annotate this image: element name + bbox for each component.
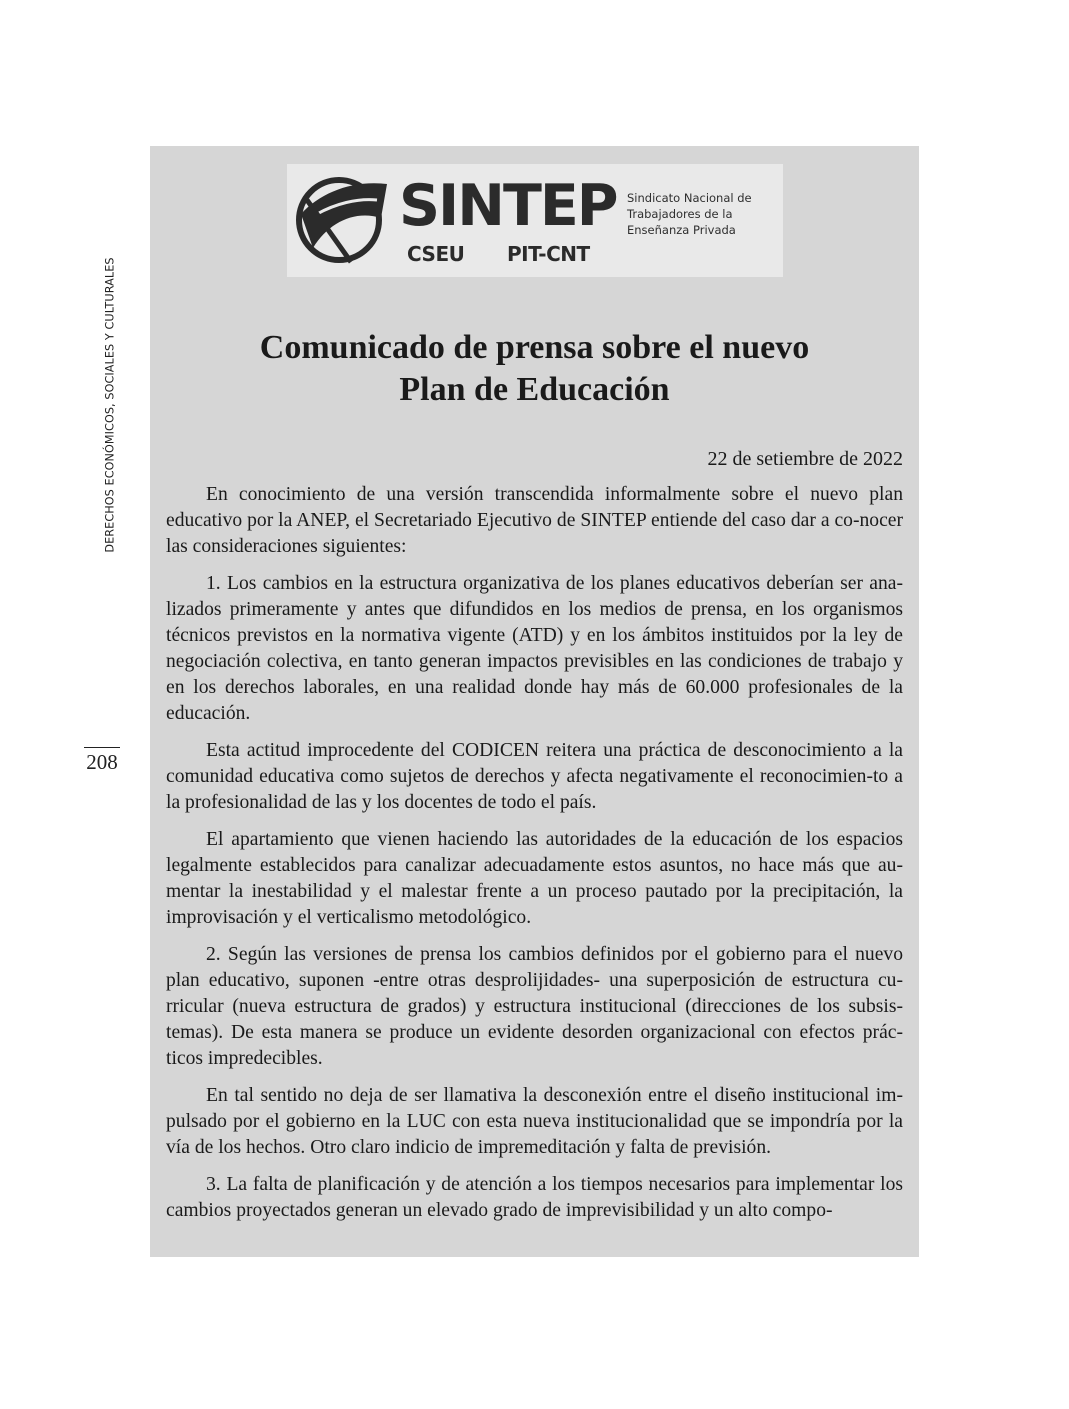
press-release-box — [150, 146, 919, 1257]
paragraph: 1. Los cambios en la estructura organizativa de los planes educativos deberían ser ana-lizados primeramente y antes que difundidos en los medios de prensa, en los organismos técnicos previstos en la normativa vigente (ATD) y en los ámbitos instituidos por la ley de negociación colectiva, en tanto generan impactos previsibles en las condiciones de trabajo y en los derechos laborales, en una realidad donde hay más de 60.000 profesionales de la educación. — [166, 573, 903, 724]
logo-description — [627, 190, 752, 238]
paragraph: 3. La falta de planificación y de atención a los tiempos necesarios para implementar los cambios proyectados generan un elevado grado de imprevisibilidad y un alto compo- — [166, 1174, 903, 1221]
logo-description-line: Sindicato Nacional de — [627, 191, 752, 205]
logo-description-line: Trabajadores de la — [627, 207, 733, 221]
title-line: Plan de Educación — [399, 371, 670, 408]
sintep-logo — [287, 164, 783, 277]
logo-affiliation-pit-cnt: PIT-CNT — [507, 242, 590, 266]
paragraph: En conocimiento de una versión transcendida informalmente sobre el nuevo plan educativo por la ANEP, el Secretariado Ejecutivo de SINTEP entiende del caso dar a co-nocer las consideraciones siguientes: — [166, 484, 903, 557]
paragraph: El apartamiento que vienen haciendo las autoridades de la educación de los espacios legalmente establecidos para canalizar adecuadamente estos asuntos, no hace más que au-mentar la inestabilidad y el malestar frente a un proceso pautado por la precipitación, la improvisación y el verticalismo metodológico. — [166, 829, 903, 928]
running-head-text: DERECHOS ECONÓMICOS, SOCIALES Y CULTURALES — [103, 257, 117, 553]
logo-name: SINTEP — [399, 173, 617, 239]
logo-affiliation-cseu: CSEU — [407, 242, 465, 266]
paragraph: Esta actitud improcedente del CODICEN reitera una práctica de desconocimiento a la comunidad educativa como sujetos de derechos y afecta negativamente el reconocimien-to a la profesionalidad de las y los docentes de todo el país. — [166, 740, 903, 813]
emblem-icon — [295, 174, 387, 266]
paragraph: En tal sentido no deja de ser llamativa la desconexión entre el diseño institucional im-pulsado por el gobierno en la LUC con esta nueva institucionalidad que se impondría por la vía de los hechos. Otro claro indicio de impremeditación y falta de previsión. — [166, 1085, 903, 1158]
paragraph: 2. Según las versiones de prensa los cambios definidos por el gobierno para el nuevo plan educativo, suponen -entre otras desprolijidades- una superposición de estructura cu-rricular (nueva estructura de grados) y estructura institucional (direcciones de los subsis-temas). De esta manera se produce un evidente desorden organizacional con efectos prác-ticos impredecibles. — [166, 944, 903, 1069]
title-line: Comunicado de prensa sobre el nuevo — [259, 329, 810, 366]
release-date: 22 de setiembre de 2022 — [707, 448, 903, 470]
body-text — [166, 482, 903, 1235]
page-title — [150, 327, 919, 411]
logo-description-line: Enseñanza Privada — [627, 223, 736, 237]
running-head — [101, 245, 119, 565]
page-number: 208 — [84, 747, 120, 775]
